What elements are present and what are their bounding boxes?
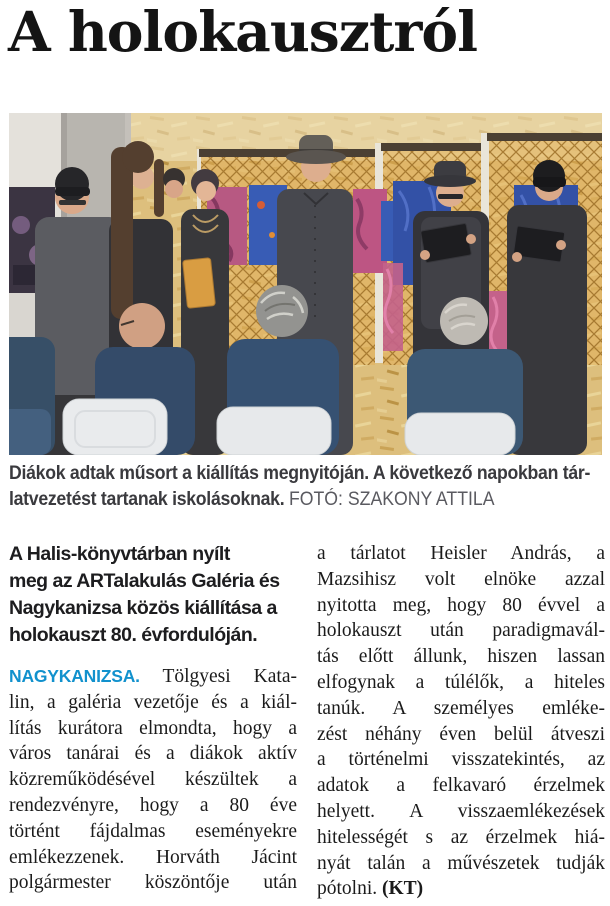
body-paragraph-left [9, 664, 297, 896]
column-right [317, 541, 605, 902]
text-line [9, 767, 297, 793]
text-line [9, 461, 602, 487]
text-line [9, 664, 297, 690]
column-left [9, 541, 297, 896]
text-span: Nagykanizsa közös kiállítása a [9, 597, 277, 619]
text-line [9, 870, 297, 896]
text-line [9, 845, 297, 871]
text-span: adatok a felkavaró érzelmek [317, 775, 605, 797]
text-span: Mazsihisz volt elnöke azzal [317, 568, 605, 590]
text-span: rendezvényre, hogy a 80 éve [9, 794, 297, 816]
photo-caption [9, 461, 602, 513]
text-line [9, 716, 297, 742]
text-span: holokauszt 80. évfordulóján. [9, 624, 258, 646]
text-line [9, 487, 602, 513]
text-line [317, 876, 605, 902]
text-line [317, 696, 605, 722]
text-line [9, 595, 297, 622]
text-span: lítás kurátora elmondta, hogy a [9, 717, 297, 739]
text-line [317, 747, 605, 773]
text-line [317, 670, 605, 696]
text-line [317, 773, 605, 799]
headline: A holokausztról [8, 0, 477, 64]
text-span: polgármester köszöntője után [9, 872, 297, 894]
article-photo [9, 113, 602, 455]
text-line [317, 825, 605, 851]
lead-paragraph [9, 541, 297, 649]
text-span: meg az ARTalakulás Galéria és [9, 570, 280, 592]
text-line [9, 793, 297, 819]
text-span: nyitotta meg, hogy 80 évvel a [317, 594, 605, 616]
text-line [9, 568, 297, 595]
text-line [9, 541, 297, 568]
text-span: város tanárai és a diákok aktív [9, 743, 297, 765]
body-paragraph-right [317, 541, 605, 902]
text-line [317, 618, 605, 644]
text-span: A Halis-könyvtárban nyílt [9, 543, 230, 565]
text-line [9, 819, 297, 845]
text-span: tás előtt állunk, hiszen lassan [317, 646, 605, 668]
caption-text: Diákok adtak műsort a kiállítás megnyitóján. A következő napokban tár- [9, 463, 591, 484]
text-line [317, 722, 605, 748]
text-span: a történelmi visszatekintés, az [317, 749, 605, 771]
text-line [9, 741, 297, 767]
text-line [317, 799, 605, 825]
text-span: lin, a galéria vezetője és a kiál- [9, 691, 297, 713]
text-span: zést néhány éven belül átveszi [317, 723, 605, 745]
text-span: tanúk. A személyes emléke- [317, 697, 605, 719]
author-initials: (KT) [382, 878, 424, 900]
text-span: Tölgyesi Kata- [139, 666, 297, 687]
text-line [317, 593, 605, 619]
text-span: helyett. A visszaemlékezések [317, 800, 605, 822]
text-line [317, 541, 605, 567]
text-line [317, 851, 605, 877]
text-line [317, 567, 605, 593]
text-span: pótolni. [317, 878, 383, 900]
text-line [9, 622, 297, 649]
caption-text: latvezetést tartanak iskolásoknak. [9, 489, 289, 510]
text-span: holokauszt után paradigmavál- [317, 620, 605, 642]
photo-illustration [9, 113, 602, 455]
text-line [9, 690, 297, 716]
text-span: a tárlatot Heisler András, a [317, 543, 605, 564]
photo-credit: FOTÓ: SZAKONY ATTILA [288, 489, 495, 510]
text-span: történt fájdalmas eseményekre [9, 820, 297, 842]
text-line [317, 644, 605, 670]
text-span: közreműködésével készültek a [9, 769, 297, 791]
text-span: nyát talán a művészetek tudják [317, 852, 605, 874]
text-span: emlékezzenek. Horváth Jácint [9, 846, 297, 868]
dateline-label: NAGYKANIZSA. [9, 666, 140, 686]
text-span: hitelességét s az érzelmek hiá- [317, 826, 605, 848]
text-span: elfogynak a túlélők, a hiteles [317, 671, 605, 693]
